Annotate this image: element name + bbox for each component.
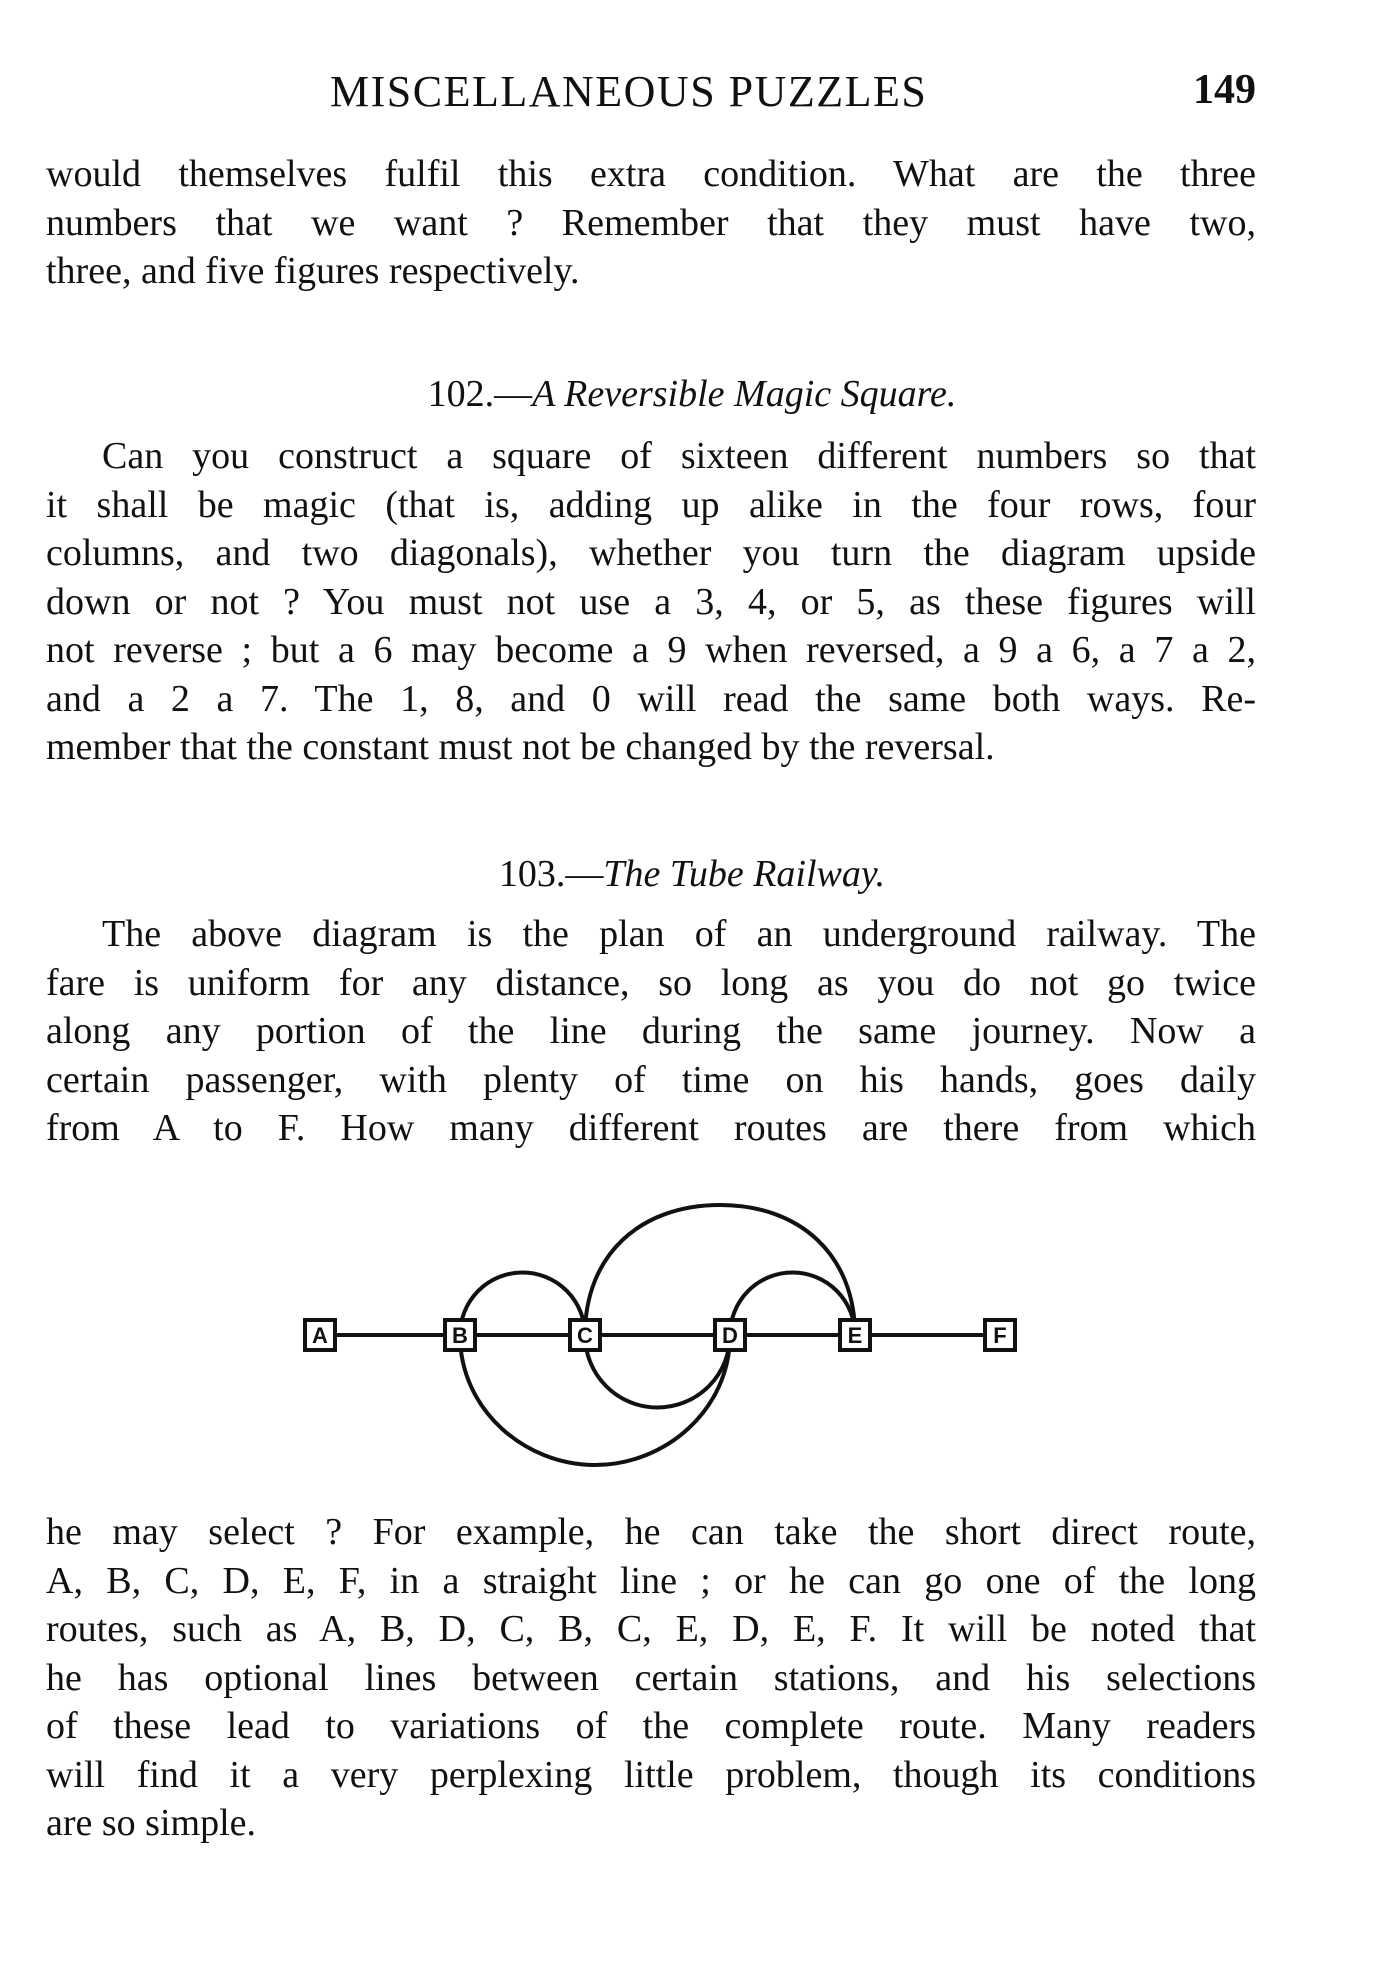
text-line: would themselves fulfil this extra condition. What are the three (46, 153, 1256, 195)
puzzle-title: The Tube Railway. (603, 853, 886, 895)
text-line: A, B, C, D, E, F, in a straight line ; or he can go one of the long (46, 1559, 1256, 1602)
text-line: numbers that we want ? Remember that they must have two, (46, 201, 1256, 244)
track-arc-b-c-upper (460, 1273, 585, 1336)
station-label: F (993, 1323, 1007, 1348)
text-line: certain passenger, with plenty of time on his hands, goes daily (46, 1058, 1256, 1101)
text-line: it shall be magic (that is, adding up alike in the four rows, four (46, 483, 1256, 526)
text-line: he has optional lines between certain stations, and his selections (46, 1656, 1256, 1699)
station-f (985, 1320, 1015, 1350)
text-line: are so simple. (46, 1802, 257, 1844)
text-line: not reverse ; but a 6 may become a 9 when reversed, a 9 a 6, a 7 a 2, (46, 629, 1256, 671)
text-line: member that the constant must not be changed by the reversal. (46, 726, 995, 768)
puzzle-102-heading (0, 372, 1384, 416)
text-line: will find it a very perplexing little problem, though its conditions (46, 1753, 1256, 1796)
station-label: A (312, 1323, 328, 1348)
station-b (445, 1320, 475, 1350)
track-arc-c-e-upper (585, 1205, 855, 1335)
station-e (840, 1320, 870, 1350)
station-c (570, 1320, 600, 1350)
track-arc-d-e-upper (730, 1273, 855, 1336)
running-header (60, 66, 1256, 122)
text-line: he may select ? For example, he can take the short direct route, (46, 1511, 1256, 1553)
text-line: fare is uniform for any distance, so long as you do not go twice (46, 961, 1256, 1004)
text-line: columns, and two diagonals), whether you turn the diagram upside (46, 532, 1256, 574)
text-line: three, and five figures respectively. (46, 250, 580, 292)
station-d (715, 1320, 745, 1350)
station-a (305, 1320, 335, 1350)
puzzle-103-paragraph-bottom (46, 1508, 1256, 1848)
text-line: of these lead to variations of the complete route. Many readers (46, 1705, 1256, 1747)
text-line: Can you construct a square of sixteen different numbers so that (102, 435, 1256, 477)
puzzle-number: 102.— (427, 373, 533, 415)
intro-paragraph (46, 150, 1256, 296)
station-label: C (577, 1323, 593, 1348)
page-number: 149 (1193, 67, 1256, 113)
text-line: down or not ? You must not use a 3, 4, or 5, as these figures will (46, 580, 1256, 623)
puzzle-103-heading (0, 852, 1384, 896)
station-label: D (722, 1323, 738, 1348)
text-line: and a 2 a 7. The 1, 8, and 0 will read the same both ways. Re- (46, 677, 1256, 720)
text-line: The above diagram is the plan of an underground railway. The (102, 913, 1256, 955)
station-label: B (452, 1323, 468, 1348)
running-title: MISCELLANEOUS PUZZLES (330, 67, 928, 116)
track-arc-c-d-lower (585, 1335, 730, 1408)
puzzle-103-paragraph-top (46, 910, 1256, 1153)
puzzle-title: A Reversible Magic Square. (532, 373, 957, 415)
station-label: E (847, 1323, 863, 1348)
puzzle-number: 103.— (498, 853, 604, 895)
text-line: along any portion of the line during the same journey. Now a (46, 1010, 1256, 1052)
text-line: routes, such as A, B, D, C, B, C, E, D, E, F. It will be noted that (46, 1608, 1256, 1650)
tube-railway-diagram (300, 1195, 1060, 1485)
text-line: from A to F. How many different routes are there from which (46, 1107, 1256, 1149)
puzzle-102-paragraph (46, 432, 1256, 772)
